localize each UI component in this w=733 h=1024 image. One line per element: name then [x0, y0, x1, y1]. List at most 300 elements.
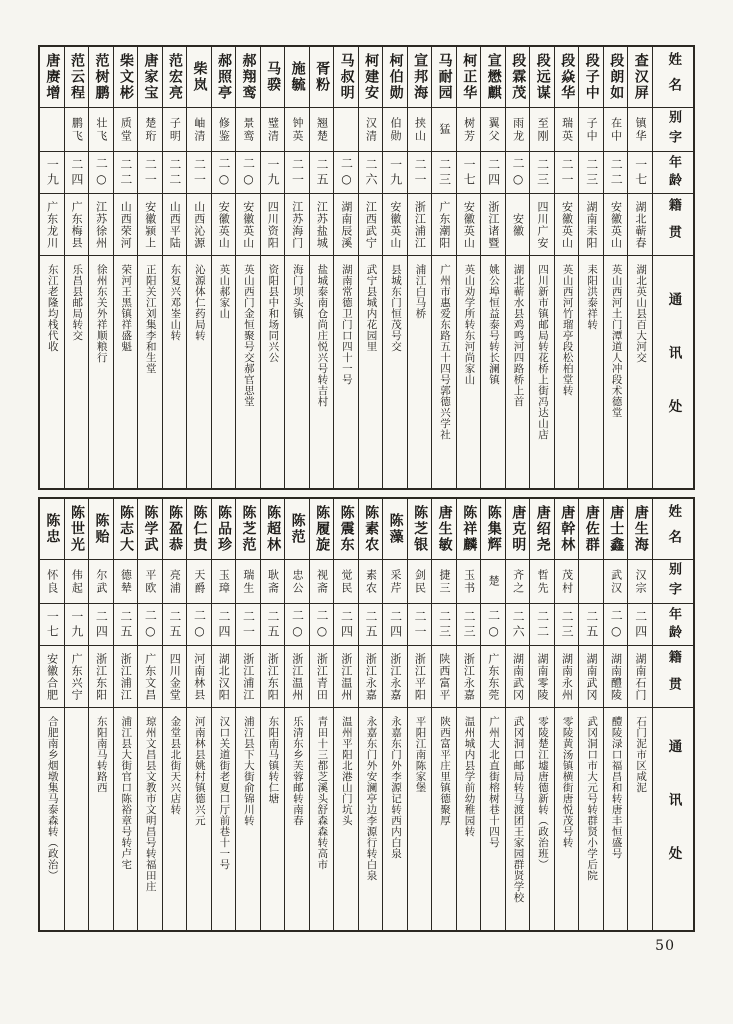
- person-age: 一九: [69, 609, 84, 640]
- person-courtesy-name: 至刚: [536, 116, 550, 143]
- person-native-cell: [285, 194, 309, 256]
- person-age-cell: [481, 152, 505, 194]
- person-name-cell: [261, 499, 285, 560]
- person-column: [114, 47, 139, 488]
- person-name-cell: [432, 499, 456, 560]
- person-address-cell: [506, 708, 530, 930]
- person-name-cell: [530, 47, 554, 108]
- person-courtesy-cell: [138, 108, 162, 152]
- person-name-cell: [432, 47, 456, 108]
- person-native-place: 浙江温州: [290, 652, 304, 701]
- person-courtesy-name: 伯勋: [389, 116, 403, 143]
- person-courtesy-cell: [383, 108, 407, 152]
- person-address-cell: [138, 708, 162, 930]
- person-address-cell: [530, 708, 554, 930]
- person-column: [457, 499, 482, 930]
- person-name-cell: [40, 499, 64, 560]
- person-courtesy-name: 岫清: [192, 116, 206, 143]
- person-address: 武冈洞口邮局转马渡团王家园群贤学校: [512, 716, 525, 903]
- person-native-cell: [89, 194, 113, 256]
- person-age: 二二: [167, 157, 182, 188]
- person-courtesy-name: 捷三: [438, 568, 452, 595]
- person-native-place: 浙江浦江: [413, 200, 427, 249]
- person-age-cell: [163, 152, 187, 194]
- person-courtesy-cell: [579, 560, 603, 604]
- person-address: 青田十三都芝溪头舒森森转高市: [316, 716, 329, 870]
- person-name: 宣邦海: [412, 53, 429, 101]
- person-native-place: 湖南辰溪: [339, 200, 353, 249]
- person-courtesy-cell: [310, 108, 334, 152]
- header-native-cell: [653, 194, 693, 256]
- person-address-cell: [604, 256, 628, 488]
- person-native-place: 四川广安: [535, 200, 549, 249]
- person-name-cell: [285, 47, 309, 108]
- person-courtesy-cell: [187, 560, 211, 604]
- person-address-cell: [408, 256, 432, 488]
- person-courtesy-cell: [334, 560, 358, 604]
- person-column: [114, 499, 139, 930]
- person-name: 陈盈恭: [167, 505, 183, 553]
- person-age: 二五: [364, 609, 379, 640]
- person-name-cell: [604, 47, 628, 108]
- person-name-cell: [187, 47, 211, 108]
- person-native-place: 广东潮阳: [437, 200, 451, 249]
- person-address-cell: [89, 708, 113, 930]
- person-courtesy-name: 质堂: [119, 116, 133, 143]
- person-courtesy-name: 景鸾: [241, 116, 255, 143]
- person-column: [359, 47, 384, 488]
- person-native-place: 安徽英山: [609, 200, 623, 249]
- person-age-cell: [163, 604, 187, 646]
- person-name-cell: [506, 499, 530, 560]
- person-age-cell: [506, 604, 530, 646]
- person-name-cell: [212, 499, 236, 560]
- person-name-cell: [481, 47, 505, 108]
- person-age-cell: [187, 604, 211, 646]
- person-column: [40, 47, 65, 488]
- person-column: [310, 499, 335, 930]
- person-native-cell: [432, 646, 456, 708]
- person-native-cell: [604, 646, 628, 708]
- person-name: 陈范: [289, 513, 306, 545]
- person-native-cell: [506, 646, 530, 708]
- person-age: 二四: [216, 609, 231, 640]
- person-column: [408, 47, 433, 488]
- person-courtesy-name: 树芳: [462, 116, 476, 143]
- person-native-place: 浙江永嘉: [364, 652, 378, 701]
- person-native-place: 山西荣河: [119, 200, 133, 249]
- person-age: 二三: [560, 609, 575, 640]
- person-address-cell: [457, 708, 481, 930]
- person-courtesy-cell: [212, 108, 236, 152]
- person-name: 陈素农: [363, 505, 380, 553]
- person-courtesy-cell: [89, 108, 113, 152]
- person-native-place: 安徽英山: [388, 200, 402, 249]
- person-age-cell: [457, 604, 481, 646]
- person-address: 零陵黄汤镇横街唐悦茂号转: [561, 716, 574, 848]
- person-column: [555, 47, 580, 488]
- person-native-cell: [310, 194, 334, 256]
- person-address: 耒阳洪泰祥转: [586, 264, 599, 330]
- person-address-cell: [359, 256, 383, 488]
- person-courtesy-name: 剑民: [413, 568, 427, 595]
- person-age: 二一: [560, 157, 575, 188]
- person-address: 广州大北直街榕树巷十四号: [488, 716, 501, 848]
- person-address: 东阳南马镇转仁塘: [267, 716, 280, 804]
- person-column: [89, 47, 114, 488]
- person-name: 陈芝范: [240, 505, 257, 553]
- person-column: [383, 47, 408, 488]
- person-courtesy-cell: [40, 108, 64, 152]
- person-column: [628, 499, 653, 930]
- person-column: [261, 499, 286, 930]
- person-address: 英山西门金恒聚号交郝官思堂: [242, 264, 255, 407]
- person-native-place: 浙江永嘉: [388, 652, 402, 701]
- person-address: 温州城内县学前幼稚园转: [463, 716, 476, 837]
- person-name-cell: [212, 47, 236, 108]
- person-name-cell: [359, 47, 383, 108]
- person-native-cell: [457, 194, 481, 256]
- person-courtesy-name: 茂村: [560, 568, 574, 595]
- person-name-cell: [261, 47, 285, 108]
- person-age: 二四: [69, 157, 84, 188]
- person-native-place: 河南林县: [192, 652, 206, 701]
- person-native-cell: [236, 646, 260, 708]
- person-native-place: 广东东莞: [486, 652, 500, 701]
- header-courtesy-label: 别字: [666, 561, 682, 602]
- person-name-cell: [481, 499, 505, 560]
- header-name-label: 姓名: [665, 51, 682, 103]
- person-age: 二○: [486, 608, 501, 641]
- person-name-cell: [359, 499, 383, 560]
- person-address: 四川新市镇邮局转花桥上街冯达山店: [537, 264, 550, 440]
- person-age: 二○: [216, 156, 231, 189]
- person-native-place: 江苏海门: [290, 200, 304, 249]
- person-age: 二二: [118, 157, 133, 188]
- person-name-cell: [579, 47, 603, 108]
- person-column: [310, 47, 335, 488]
- person-name: 段霖茂: [510, 53, 527, 101]
- person-native-cell: [555, 646, 579, 708]
- person-name-cell: [408, 499, 432, 560]
- person-native-cell: [359, 646, 383, 708]
- person-age-cell: [334, 604, 358, 646]
- person-courtesy-cell: [481, 560, 505, 604]
- person-courtesy-name: 亮浦: [168, 568, 182, 595]
- person-age-cell: [334, 152, 358, 194]
- person-age-cell: [408, 604, 432, 646]
- person-name-cell: [383, 47, 407, 108]
- person-age: 二一: [241, 609, 256, 640]
- person-age: 二○: [94, 156, 109, 189]
- person-courtesy-name: 在中: [609, 116, 623, 143]
- person-name: 柯伯勋: [387, 53, 404, 101]
- person-name-cell: [628, 499, 652, 560]
- person-address: 汉口关道街老夏口厅前巷十一号: [218, 716, 231, 870]
- person-native-cell: [481, 646, 505, 708]
- person-address-cell: [310, 256, 334, 488]
- person-column: [579, 47, 604, 488]
- person-address: 荣河王黑镇祥盛魁: [120, 264, 133, 352]
- person-address-cell: [555, 256, 579, 488]
- person-age-cell: [432, 152, 456, 194]
- person-age: 二○: [511, 156, 526, 189]
- person-name: 唐绍尧: [534, 505, 551, 553]
- person-native-place: 湖南醴陵: [609, 652, 623, 701]
- person-age-cell: [530, 604, 554, 646]
- person-address: 武冈洞口市大元号转群贤小学后院: [586, 716, 599, 881]
- person-courtesy-name: 雨龙: [511, 116, 525, 143]
- person-column: [530, 499, 555, 930]
- person-courtesy-cell: [261, 108, 285, 152]
- person-column: [163, 47, 188, 488]
- person-native-cell: [457, 646, 481, 708]
- person-address-cell: [261, 708, 285, 930]
- person-column: [579, 499, 604, 930]
- person-native-cell: [40, 646, 64, 708]
- person-column: [212, 499, 237, 930]
- person-age-cell: [310, 152, 334, 194]
- person-column: [408, 499, 433, 930]
- person-age: 二五: [584, 609, 599, 640]
- person-age: 二六: [364, 157, 379, 188]
- person-address: 湖北英山县百大河交: [635, 264, 648, 363]
- person-address-cell: [187, 256, 211, 488]
- person-column: [138, 47, 163, 488]
- person-courtesy-cell: [506, 560, 530, 604]
- person-address-cell: [285, 708, 309, 930]
- person-native-cell: [383, 646, 407, 708]
- person-address-cell: [261, 256, 285, 488]
- person-courtesy-cell: [506, 108, 530, 152]
- person-courtesy-name: 尔武: [94, 568, 108, 595]
- person-address-cell: [628, 708, 652, 930]
- person-courtesy-cell: [555, 108, 579, 152]
- person-column: [432, 499, 457, 930]
- person-address: 资阳县中和场同兴公: [267, 264, 280, 363]
- person-age: 一九: [265, 157, 280, 188]
- person-courtesy-name: 子明: [168, 116, 182, 143]
- person-native-place: 四川金堂: [168, 652, 182, 701]
- person-address-cell: [310, 708, 334, 930]
- person-native-cell: [334, 194, 358, 256]
- person-courtesy-cell: [163, 108, 187, 152]
- person-native-cell: [261, 646, 285, 708]
- person-courtesy-name: 平欧: [143, 568, 157, 595]
- person-address: 英山西河土门潭道人冲段术德堂: [610, 264, 623, 418]
- person-native-cell: [530, 194, 554, 256]
- person-name: 唐克明: [510, 505, 527, 553]
- person-age: 二五: [167, 609, 182, 640]
- person-native-cell: [65, 646, 89, 708]
- person-age: 二四: [486, 157, 501, 188]
- person-native-place: 湖南石门: [634, 652, 648, 701]
- person-age: 一七: [45, 609, 60, 640]
- person-address-cell: [236, 256, 260, 488]
- person-address-cell: [408, 708, 432, 930]
- person-courtesy-cell: [359, 560, 383, 604]
- person-age-cell: [310, 604, 334, 646]
- person-column: [285, 47, 310, 488]
- person-age: 二三: [462, 609, 477, 640]
- person-address: 东阳南马转路西: [95, 716, 108, 793]
- person-address-cell: [334, 708, 358, 930]
- person-address: 海门坝头镇: [291, 264, 304, 319]
- person-courtesy-cell: [432, 560, 456, 604]
- person-age-cell: [579, 152, 603, 194]
- person-address-cell: [285, 256, 309, 488]
- person-courtesy-cell: [604, 560, 628, 604]
- person-age-cell: [432, 604, 456, 646]
- person-courtesy-cell: [114, 560, 138, 604]
- person-address-cell: [334, 256, 358, 488]
- person-column: [432, 47, 457, 488]
- person-address: 乐昌县邮局转交: [71, 264, 84, 341]
- person-address-cell: [457, 256, 481, 488]
- person-name-cell: [114, 47, 138, 108]
- person-courtesy-cell: [40, 560, 64, 604]
- person-column: [40, 499, 65, 930]
- person-native-place: 湖南零陵: [535, 652, 549, 701]
- person-address-cell: [555, 708, 579, 930]
- person-courtesy-cell: [457, 108, 481, 152]
- person-column: [604, 499, 629, 930]
- person-name: 陈超林: [265, 505, 282, 553]
- person-name-cell: [187, 499, 211, 560]
- person-native-place: 江苏盐城: [315, 200, 329, 249]
- person-name: 范树鹏: [93, 53, 110, 101]
- person-native-cell: [579, 646, 603, 708]
- person-name: 段远谋: [534, 53, 551, 101]
- person-age: 二一: [192, 157, 207, 188]
- person-name-cell: [65, 47, 89, 108]
- person-address: 英山郝家山: [218, 264, 231, 319]
- person-courtesy-cell: [457, 560, 481, 604]
- roster-table-bottom: [38, 497, 695, 932]
- person-address-cell: [114, 256, 138, 488]
- person-name: 唐赓增: [44, 53, 61, 101]
- person-courtesy-cell: [261, 560, 285, 604]
- person-column: [187, 499, 212, 930]
- person-age-cell: [114, 604, 138, 646]
- person-age-cell: [555, 604, 579, 646]
- person-courtesy-name: 壮飞: [94, 116, 108, 143]
- person-address: 金堂县北街天兴店转: [169, 716, 182, 815]
- person-name: 段焱华: [559, 53, 576, 101]
- person-address-cell: [138, 256, 162, 488]
- person-age: 二一: [413, 157, 428, 188]
- person-name-cell: [65, 499, 89, 560]
- person-address-cell: [432, 256, 456, 488]
- person-age: 一九: [388, 157, 403, 188]
- person-name-cell: [236, 499, 260, 560]
- person-address: 沁源体仁药局转: [193, 264, 206, 341]
- person-address: 东江老隆均栈代收: [46, 264, 59, 352]
- person-name: 柴文彬: [117, 53, 134, 101]
- person-name: 柯建安: [363, 53, 380, 101]
- header-address-cell: [653, 708, 693, 930]
- person-native-place: 湖南永州: [560, 652, 574, 701]
- person-name-cell: [114, 499, 138, 560]
- header-courtesy-label: 别字: [666, 109, 682, 150]
- person-column: [481, 499, 506, 930]
- person-courtesy-name: 天爵: [192, 568, 206, 595]
- person-name: 郝照亭: [216, 53, 233, 101]
- person-courtesy-cell: [236, 560, 260, 604]
- person-column: [65, 499, 90, 930]
- person-age-cell: [187, 152, 211, 194]
- header-courtesy-cell: [653, 560, 693, 604]
- person-native-cell: [40, 194, 64, 256]
- person-courtesy-cell: [310, 560, 334, 604]
- person-address: 零陵楚江墟唐德新转（政治班）: [537, 716, 550, 870]
- person-courtesy-cell: [383, 560, 407, 604]
- person-courtesy-cell: [432, 108, 456, 152]
- person-age-cell: [628, 604, 652, 646]
- person-native-place: 浙江浦江: [241, 652, 255, 701]
- person-courtesy-name: 猛: [438, 123, 452, 136]
- person-name: 陈志大: [117, 505, 134, 553]
- person-native-place: 浙江东阳: [266, 652, 280, 701]
- person-address-cell: [212, 708, 236, 930]
- person-age-cell: [359, 604, 383, 646]
- person-native-cell: [408, 194, 432, 256]
- person-age: 一七: [633, 157, 648, 188]
- person-courtesy-name: 采芹: [389, 568, 403, 595]
- header-address-cell: [653, 256, 693, 488]
- person-name-cell: [163, 47, 187, 108]
- person-address-cell: [383, 256, 407, 488]
- person-name-cell: [285, 499, 309, 560]
- person-address-cell: [432, 708, 456, 930]
- person-native-place: 江西武宁: [364, 200, 378, 249]
- person-age: 二三: [584, 157, 599, 188]
- person-address: 正阳关江刘集李和生堂: [144, 264, 157, 374]
- person-courtesy-cell: [481, 108, 505, 152]
- person-address: 河南林县姚村镇德兴元: [193, 716, 206, 826]
- person-name-cell: [555, 47, 579, 108]
- header-age-cell: [653, 152, 693, 194]
- person-age: 一九: [45, 157, 60, 188]
- person-native-place: 陕西富平: [437, 652, 451, 701]
- person-native-cell: [285, 646, 309, 708]
- person-courtesy-name: 瑞英: [560, 116, 574, 143]
- person-courtesy-name: 伟起: [70, 568, 84, 595]
- person-courtesy-cell: [604, 108, 628, 152]
- roster-table-top: [38, 45, 695, 490]
- person-courtesy-name: 怀良: [45, 568, 59, 595]
- person-column: [187, 47, 212, 488]
- person-age: 二五: [118, 609, 133, 640]
- roster-columns: [40, 499, 693, 930]
- header-native-cell: [653, 646, 693, 708]
- person-age: 二二: [609, 157, 624, 188]
- person-age: 二○: [143, 608, 158, 641]
- person-native-place: 浙江平阳: [413, 652, 427, 701]
- person-name: 柯正华: [461, 53, 478, 101]
- person-courtesy-cell: [285, 108, 309, 152]
- person-courtesy-cell: [236, 108, 260, 152]
- person-column: [383, 499, 408, 930]
- person-age-cell: [506, 152, 530, 194]
- person-age: 二○: [192, 608, 207, 641]
- person-courtesy-name: 耿斋: [266, 568, 280, 595]
- person-native-place: 浙江东阳: [94, 652, 108, 701]
- person-courtesy-name: 齐之: [511, 568, 525, 595]
- person-address: 浦江县下大街俞锦川转: [242, 716, 255, 826]
- person-courtesy-cell: [212, 560, 236, 604]
- person-native-place: 广东兴宁: [70, 652, 84, 701]
